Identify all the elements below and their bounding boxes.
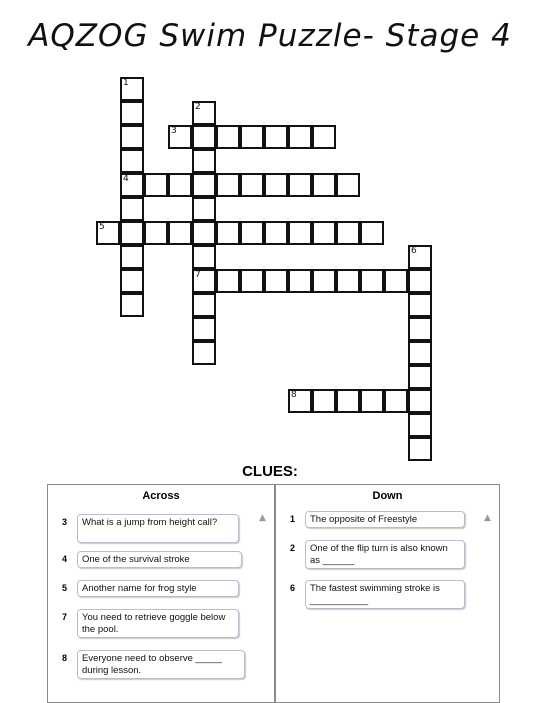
- grid-cell[interactable]: [312, 125, 336, 149]
- grid-cell[interactable]: [192, 149, 216, 173]
- grid-cell[interactable]: [192, 101, 216, 125]
- grid-cell[interactable]: [192, 293, 216, 317]
- grid-cell[interactable]: [336, 173, 360, 197]
- grid-cell[interactable]: [240, 125, 264, 149]
- page-title: AQZOG Swim Puzzle- Stage 4: [28, 18, 512, 54]
- grid-cell[interactable]: [408, 317, 432, 341]
- grid-cell[interactable]: [168, 125, 192, 149]
- grid-cell[interactable]: [360, 389, 384, 413]
- grid-cell[interactable]: [120, 221, 144, 245]
- clue-text: The opposite of Freestyle: [305, 511, 465, 528]
- clue-text: What is a jump from height call?: [77, 514, 239, 543]
- grid-cell[interactable]: [408, 245, 432, 269]
- grid-cell[interactable]: [168, 221, 192, 245]
- cell-number: 6: [411, 246, 417, 256]
- grid-cell[interactable]: [120, 245, 144, 269]
- down-clues-panel: [275, 484, 500, 703]
- grid-cell[interactable]: [264, 173, 288, 197]
- clue-text: Everyone need to observe _____ during lesson.: [77, 650, 245, 679]
- clue-text: One of the survival stroke: [77, 551, 242, 568]
- grid-cell[interactable]: [96, 221, 120, 245]
- scroll-up-icon[interactable]: ▲: [259, 513, 266, 523]
- grid-cell[interactable]: [240, 269, 264, 293]
- cell-number: 4: [123, 174, 129, 184]
- grid-cell[interactable]: [360, 221, 384, 245]
- grid-cell[interactable]: [384, 389, 408, 413]
- grid-cell[interactable]: [192, 245, 216, 269]
- clue-number: 2: [290, 543, 296, 553]
- grid-cell[interactable]: [408, 413, 432, 437]
- cell-number: 1: [123, 78, 129, 88]
- grid-cell[interactable]: [312, 173, 336, 197]
- grid-cell[interactable]: [120, 173, 144, 197]
- cell-number: 8: [291, 390, 297, 400]
- grid-cell[interactable]: [216, 173, 240, 197]
- grid-cell[interactable]: [408, 293, 432, 317]
- grid-cell[interactable]: [192, 269, 216, 293]
- clue-number: 4: [62, 554, 68, 564]
- grid-cell[interactable]: [216, 269, 240, 293]
- grid-cell[interactable]: [408, 341, 432, 365]
- grid-cell[interactable]: [312, 389, 336, 413]
- clue-text: One of the flip turn is also known as ______: [305, 540, 465, 569]
- grid-cell[interactable]: [312, 221, 336, 245]
- cell-number: 2: [195, 102, 201, 112]
- grid-cell[interactable]: [408, 437, 432, 461]
- grid-cell[interactable]: [360, 269, 384, 293]
- clue-number: 1: [290, 514, 296, 524]
- grid-cell[interactable]: [288, 221, 312, 245]
- grid-cell[interactable]: [216, 221, 240, 245]
- grid-cell[interactable]: [264, 125, 288, 149]
- cell-number: 5: [99, 222, 105, 232]
- grid-cell[interactable]: [288, 125, 312, 149]
- grid-cell[interactable]: [120, 125, 144, 149]
- grid-cell[interactable]: [288, 389, 312, 413]
- scroll-up-icon[interactable]: ▲: [484, 513, 491, 523]
- grid-cell[interactable]: [120, 197, 144, 221]
- across-clues-panel: [47, 484, 275, 703]
- grid-cell[interactable]: [336, 269, 360, 293]
- grid-cell[interactable]: [408, 365, 432, 389]
- grid-cell[interactable]: [264, 221, 288, 245]
- grid-cell[interactable]: [216, 125, 240, 149]
- grid-cell[interactable]: [144, 173, 168, 197]
- clue-text: You need to retrieve goggle below the pool.: [77, 609, 239, 638]
- grid-cell[interactable]: [384, 269, 408, 293]
- grid-cell[interactable]: [192, 317, 216, 341]
- grid-cell[interactable]: [192, 197, 216, 221]
- clue-number: 8: [62, 653, 68, 663]
- down-heading: Down: [372, 490, 403, 502]
- grid-cell[interactable]: [120, 293, 144, 317]
- across-heading: Across: [142, 490, 180, 502]
- grid-cell[interactable]: [264, 269, 288, 293]
- grid-cell[interactable]: [120, 149, 144, 173]
- clue-text: Another name for frog style: [77, 580, 239, 597]
- grid-cell[interactable]: [408, 269, 432, 293]
- grid-cell[interactable]: [144, 221, 168, 245]
- grid-cell[interactable]: [192, 173, 216, 197]
- clue-number: 6: [290, 583, 296, 593]
- grid-cell[interactable]: [240, 221, 264, 245]
- clue-number: 5: [62, 583, 68, 593]
- grid-cell[interactable]: [408, 389, 432, 413]
- grid-cell[interactable]: [336, 221, 360, 245]
- grid-cell[interactable]: [192, 341, 216, 365]
- grid-cell[interactable]: [192, 221, 216, 245]
- cell-number: 3: [171, 126, 177, 136]
- clues-heading: CLUES:: [242, 463, 298, 480]
- grid-cell[interactable]: [168, 173, 192, 197]
- grid-cell[interactable]: [288, 269, 312, 293]
- clue-text: The fastest swimming stroke is ___________: [305, 580, 465, 609]
- clue-number: 7: [62, 612, 68, 622]
- clue-number: 3: [62, 517, 68, 527]
- grid-cell[interactable]: [120, 101, 144, 125]
- grid-cell[interactable]: [240, 173, 264, 197]
- grid-cell[interactable]: [120, 269, 144, 293]
- grid-cell[interactable]: [192, 125, 216, 149]
- grid-cell[interactable]: [288, 173, 312, 197]
- grid-cell[interactable]: [312, 269, 336, 293]
- cell-number: 7: [195, 270, 201, 280]
- grid-cell[interactable]: [336, 389, 360, 413]
- grid-cell[interactable]: [120, 77, 144, 101]
